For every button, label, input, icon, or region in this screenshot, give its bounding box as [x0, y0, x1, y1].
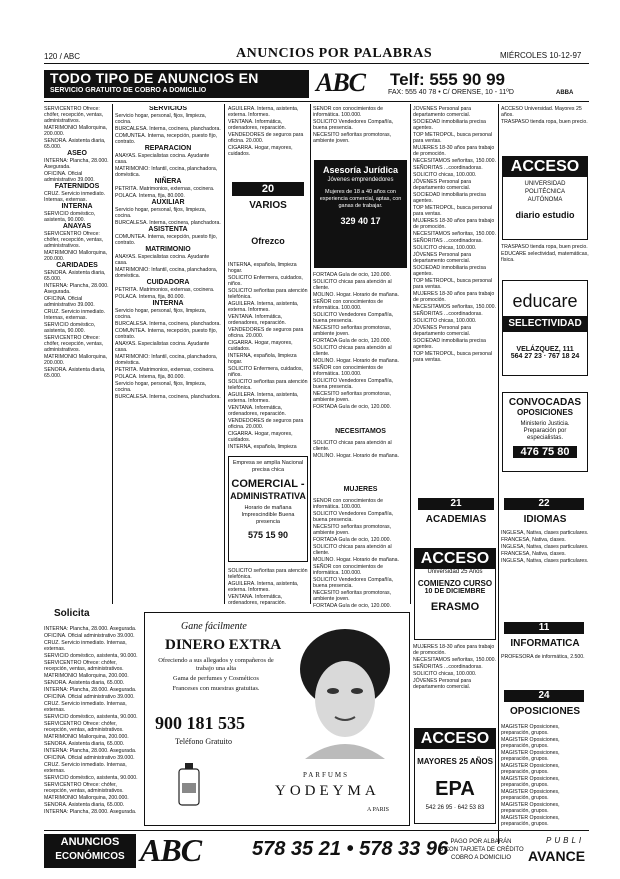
- col3-mid: [228, 262, 308, 450]
- col4-mid: [313, 272, 408, 422]
- list-item: OFICINA. Oficial administrativo 39.000.: [44, 171, 95, 183]
- list-item: SERVICIO doméstico, asistenta, 90.000.: [44, 775, 138, 781]
- list-item: INTERNA, española, limpieza hogar.: [228, 262, 297, 274]
- list-item: MAGISTER Oposiciones, preparación, grupos.: [501, 737, 560, 749]
- list-item: COMUNTEA. Interna, recepción, puesto fijo, contrato.: [115, 328, 218, 340]
- list-item: NECESITO señoritas promotoras, ambiente joven.: [313, 524, 392, 536]
- list-item: FORTADA Guía de ocio, 120.000.: [313, 603, 391, 608]
- section-heading: INTERNA: [152, 300, 184, 307]
- acceso-erasmo-title: ACCESO: [415, 549, 495, 569]
- list-item: POLACA. Interna, fija, 80.000.: [115, 294, 185, 300]
- list-item: PETRITA. Matrimonios, externas, cocinera.: [115, 367, 215, 373]
- list-item: SOCIEDAD inmobiliaria precisa agentes.: [413, 265, 486, 277]
- list-item: SERVICENTRO Ofrece: chófer, recepción, ventas, administrativos.: [44, 660, 124, 672]
- informatica-number: 11: [538, 622, 550, 633]
- list-item: AGUILERA. Interna, asistenta, externa. Informes.: [228, 581, 299, 593]
- list-item: SEÑOR con conocimientos de informática. 100.000.: [313, 365, 384, 377]
- list-item: SOLICITO Enfermera, cuidados, niños.: [228, 366, 303, 378]
- footer-right2: O CON TARJETA DE CRÉDITO: [438, 847, 524, 853]
- list-item: SOCIEDAD inmobiliaria precisa agentes.: [413, 119, 486, 131]
- educare-phone: 564 27 23 · 767 18 24: [510, 353, 580, 360]
- comercial-ad-line1: COMERCIAL -: [231, 478, 305, 490]
- list-item: SOLICITO chicas para atención al cliente.: [313, 279, 392, 291]
- comercial-ad-line4: Imprescindible Buena presencia: [241, 512, 295, 525]
- list-item: JÓVENES Personal para departamento comercial.: [413, 678, 471, 690]
- top-banner-line1: TODO TIPO DE ANUNCIOS EN: [50, 70, 259, 86]
- list-item: MOLINO. Hogar. Horario de mañana.: [313, 557, 399, 563]
- list-item: MUJERES 18-30 años para trabajo de promoción.: [413, 218, 495, 230]
- list-item: BURCALESA. Interna, cocinera, planchadora.: [115, 126, 221, 132]
- abc-logo: ABC: [316, 68, 366, 97]
- list-item: SOLICITO Enfermera, cuidados, niños.: [228, 275, 303, 287]
- page-number: 120 / ABC: [44, 52, 81, 61]
- list-item: CRUZ. Servicio inmediato. Internas, externas.: [44, 640, 127, 652]
- list-item: NECESITO señoritas promotoras, ambiente joven.: [313, 590, 392, 602]
- list-item: CRUZ. Servicio inmediato. Internas, externas.: [44, 191, 106, 203]
- list-item: SOLICITO Vendedores Compañía, buena presencia.: [313, 119, 394, 131]
- col4-top: [313, 106, 408, 158]
- perfume-phone: 900 181 535: [155, 713, 245, 733]
- list-item: COMUNTEA. Interna, recepción, puesto fijo, contrato.: [115, 234, 218, 246]
- topbanner-phone: Telf: 555 90 99: [390, 70, 505, 89]
- list-item: BURCALESA. Interna, cocinera, planchadora.: [115, 321, 221, 327]
- model-portrait-image: [285, 619, 405, 769]
- section-heading: MATRIMONIO: [145, 246, 191, 253]
- col2: [115, 106, 221, 601]
- list-item: ANAYAS. Especialistas cocina. Ayudante casa.: [115, 153, 210, 165]
- list-item: BURCALESA. Interna, cocinera, planchadora.: [115, 394, 221, 400]
- oposiciones-number: 24: [538, 690, 550, 701]
- list-item: SOCIEDAD inmobiliaria precisa agentes.: [413, 192, 486, 204]
- list-item: NECESITAMOS señoritas, 150.000.: [413, 657, 496, 663]
- list-item: JÓVENES Personal para departamento comercial.: [413, 325, 471, 337]
- list-item: ANAYAS. Especialistas cocina. Ayudante casa.: [115, 341, 210, 353]
- perfume-city: A PARIS: [367, 807, 389, 813]
- topbanner-fax: FAX: 555 40 78 • C/ ORENSE, 10 - 11ºD: [388, 89, 514, 96]
- list-item: Servicio hogar, personal, fijos, limpieza, cocina.: [115, 113, 207, 125]
- col4-bottom: [313, 498, 408, 608]
- list-item: SOLICITO Vendedores Compañía, buena presencia.: [313, 312, 394, 324]
- col3-bottom: [228, 568, 308, 608]
- footer-left1: ANUNCIOS: [60, 836, 120, 848]
- list-item: SEÑORITAS ...coordinadoras.: [413, 311, 483, 317]
- perfume-line5: Franceses con muestras gratuitas.: [172, 685, 260, 692]
- convocadas-phone: 476 75 80: [513, 446, 577, 458]
- list-item: VENDEDORES de seguros para oficina. 20.000.: [228, 418, 304, 430]
- list-item: SERVICIO doméstico, asistenta, 90.000.: [44, 322, 96, 334]
- varios-heading: VARIOS: [249, 200, 287, 211]
- list-item: MOLINO. Hogar. Horario de mañana.: [313, 358, 399, 364]
- list-item: SERVICENTRO Ofrece: chófer, recepción, ventas, administrativos.: [44, 106, 104, 124]
- list-item: CIGARRA. Hogar, mayores, cuidados.: [228, 145, 293, 157]
- list-item: POLACA. Interna, fija, 80.000.: [115, 374, 185, 380]
- list-item: INTERNA, española, limpieza hogar.: [228, 353, 297, 365]
- list-item: INGLESA, Nativa, clases particulares.: [501, 544, 589, 550]
- acceso-epa-brand: EPA: [435, 778, 475, 800]
- comercial-ad: [228, 456, 308, 562]
- acceso-erasmo-brand: ERASMO: [430, 601, 480, 613]
- perfume-line4: Gama de perfumes y Cosméticos: [173, 675, 259, 682]
- section-heading: AUXILIAR: [151, 199, 185, 206]
- list-item: MATRIMONIO: Infantil, cocina, planchadora, doméstica.: [115, 166, 218, 178]
- list-item: MATRIMONIO: Infantil, cocina, planchadora, doméstica.: [115, 267, 218, 279]
- col1-top: [44, 106, 110, 426]
- list-item: SEÑOR con conocimientos de informática. 100.000.: [313, 564, 384, 576]
- convocadas-oposiciones: OPOSICIONES: [516, 408, 573, 417]
- top-banner: [44, 70, 309, 98]
- acceso-erasmo-sub: Universidad 25 Años: [427, 569, 483, 575]
- banner-rule: [44, 101, 589, 102]
- perfume-phone-label: Teléfono Gratuito: [175, 737, 232, 746]
- list-item: FORTADA Guía de ocio, 120.000.: [313, 338, 391, 344]
- list-item: SOLICITO Vendedores Compañía, buena presencia.: [313, 577, 394, 589]
- list-item: SOLICITO Vendedores Compañía, buena presencia.: [313, 511, 394, 523]
- list-item: INGLESA, Nativa, clases particulares.: [501, 530, 589, 536]
- col3-top: [228, 106, 308, 176]
- asesoria-ad-title: Asesoría Jurídica: [322, 165, 399, 175]
- list-item: SOCIEDAD inmobiliaria precisa agentes.: [413, 338, 486, 350]
- list-item: SENORA. Asistenta diaria, 65.000.: [44, 680, 125, 686]
- list-item: FRANCESA, Nativa, clases.: [501, 537, 566, 543]
- col6-mid1: [501, 244, 589, 276]
- list-item: MAGISTER Oposiciones, preparación, grupos.: [501, 750, 560, 762]
- col6-oposiciones: [501, 724, 589, 832]
- list-item: SOLICITO chicas, 100.000.: [413, 172, 477, 178]
- idiomas-heading: IDIOMAS: [523, 514, 567, 525]
- list-item: MATRIMONIO Mallorquina, 200.000.: [44, 795, 129, 801]
- list-item: SOLICITO chicas, 100.000.: [413, 318, 477, 324]
- list-item: SOLICITO chicas, 100.000.: [413, 245, 477, 251]
- list-item: SOLICITO chicas, 100.000.: [413, 671, 477, 677]
- list-item: SENORA. Asistenta diaria, 65.000.: [44, 802, 125, 808]
- list-item: MATRIMONIO: Infantil, cocina, planchadora, doméstica.: [115, 354, 218, 366]
- section-heading: CARIDADES: [56, 262, 98, 269]
- list-item: AGUILERA. Interna, asistenta, externa. Informes.: [228, 392, 299, 404]
- list-item: MUJERES 18-30 años para trabajo de promoción.: [413, 145, 495, 157]
- academias-number: 21: [450, 498, 462, 509]
- footer-brand1: PUBLI: [546, 836, 585, 845]
- list-item: SENORA. Asistenta diaria, 65.000.: [44, 138, 106, 150]
- col6-idiomas: [501, 530, 589, 618]
- list-item: FORTADA Guía de ocio, 120.000.: [313, 537, 391, 543]
- asesoria-ad-sub: Jóvenes emprendedores: [327, 177, 394, 183]
- section-heading: INTERNA: [61, 203, 93, 210]
- list-item: NECESITO señoritas promotoras, ambiente joven.: [313, 325, 392, 337]
- solicita-heading: Solicita: [54, 608, 90, 619]
- list-item: MAGISTER Oposiciones, preparación, grupos.: [501, 789, 560, 801]
- varios-number-box: [232, 182, 304, 196]
- list-item: OFICINA. Oficial administrativo 39.000.: [44, 694, 135, 700]
- list-item: PETRITA. Matrimonios, externas, cocinera.: [115, 186, 215, 192]
- list-item: MATRIMONIO Mallorquina, 200.000.: [44, 673, 129, 679]
- list-item: INTERNA: Plancha, 28.000. Asegurada.: [44, 626, 137, 632]
- acceso-epa-title: ACCESO: [415, 729, 495, 749]
- section-heading: SERVICIOS: [149, 106, 187, 112]
- topbanner-brand: ABBA: [556, 90, 574, 96]
- footer-abc-logo: ABC: [140, 832, 202, 868]
- list-item: SOLICITO señoritas para atención telefónica.: [228, 568, 308, 580]
- list-item: SENORA. Asistenta diaria, 65.000.: [44, 741, 125, 747]
- educare-ad: [502, 280, 588, 376]
- list-item: FORTADA Guía de ocio, 120.000.: [313, 404, 391, 410]
- list-item: INTERNA: Plancha, 28.000. Asegurada.: [44, 158, 109, 170]
- oposiciones-number-box: [504, 690, 584, 702]
- list-item: SENORA. Asistenta diaria, 65.000.: [44, 270, 106, 282]
- list-item: POLACA. Interna, fija, 80.000.: [115, 193, 185, 199]
- list-item: INTERNA: Plancha, 28.000. Asegurada.: [44, 748, 137, 754]
- list-item: FRANCESA, Nativa, clases.: [501, 551, 566, 557]
- list-item: VENTANA. Informática, ordenadores, reparación.: [228, 405, 286, 417]
- list-item: BURCALESA. Interna, cocinera, planchadora.: [115, 220, 221, 226]
- list-item: TRASPASO tienda ropa, buen precio.: [501, 244, 588, 250]
- asesoria-ad-phone: 329 40 17: [340, 216, 381, 226]
- footer-left-box: [44, 834, 136, 868]
- list-item: PROFESORA de informática, 2.500.: [501, 654, 585, 660]
- list-item: SOLICITO chicas para atención al cliente.: [313, 440, 392, 452]
- list-item: NECESITAMOS señoritas, 150.000.: [413, 304, 496, 310]
- acceso-epa-ad: [414, 728, 496, 824]
- necesitamos-heading: NECESITAMOS: [335, 428, 386, 435]
- section-heading: REPARACION: [144, 145, 192, 152]
- list-item: PETRITA. Matrimonios, externas, cocinera.: [115, 287, 215, 293]
- list-item: SOLICITO señoritas para atención telefónica.: [228, 379, 308, 391]
- list-item: SEÑOR con conocimientos de informática. 100.000.: [313, 299, 384, 311]
- list-item: NECESITAMOS señoritas, 150.000.: [413, 231, 496, 237]
- list-item: AGUILERA. Interna, asistenta, externa. Informes.: [228, 106, 299, 118]
- asesoria-ad: [314, 160, 407, 268]
- comercial-ad-line3: Horario de mañana: [244, 505, 292, 511]
- list-item: SERVICENTRO Ofrece: chófer, recepción, ventas, administrativos.: [44, 782, 124, 794]
- list-item: TOP METROPOL, busca personal para ventas.: [413, 205, 493, 217]
- list-item: NECESITO señoritas promotoras, ambiente joven.: [313, 132, 392, 144]
- section-heading: NIÑERA: [154, 178, 182, 185]
- perfume-line2: DINERO EXTRA: [165, 637, 282, 653]
- list-item: MUJERES 18-30 años para trabajo de promoción.: [413, 644, 495, 656]
- acceso-epa-line: MAYORES 25 AÑOS: [417, 757, 493, 766]
- list-item: MAGISTER Oposiciones, preparación, grupos.: [501, 724, 560, 736]
- list-item: AGUILERA. Interna, asistenta, externa. Informes.: [228, 301, 299, 313]
- list-item: SERVICIO doméstico, asistenta, 90.000.: [44, 714, 138, 720]
- convocadas-ad: [502, 392, 588, 472]
- list-item: MATRIMONIO Mallorquina, 200.000.: [44, 354, 108, 366]
- convocadas-title: CONVOCADAS: [508, 397, 582, 408]
- page-date: MIÉRCOLES 10-12-97: [500, 51, 582, 60]
- list-item: SOLICITO Vendedores Compañía, buena presencia.: [313, 378, 394, 390]
- col6-informatica: [501, 654, 589, 678]
- list-item: SOLICITO chicas para atención al cliente.: [313, 345, 392, 357]
- list-item: Servicio hogar, personal, fijos, limpieza, cocina.: [115, 381, 207, 393]
- academias-number-box: [418, 498, 494, 510]
- list-item: INGLESA, Nativa, clases particulares.: [501, 558, 589, 564]
- list-item: MAGISTER Oposiciones, preparación, grupos.: [501, 776, 560, 788]
- convocadas-body: Ministerio Justicia. Preparación por especialistas.: [520, 421, 570, 441]
- list-item: COMUNTEA. Interna, recepción, puesto fijo, contrato.: [115, 133, 218, 145]
- list-item: JÓVENES Personal para departamento comercial.: [413, 106, 471, 118]
- list-item: SERVICENTRO Ofrece: chófer, recepción, ventas, administrativos.: [44, 335, 104, 353]
- section-heading: FATERNIDOS: [54, 183, 100, 190]
- header-rule: [44, 63, 589, 64]
- footer-rule: [44, 830, 589, 831]
- acceso-uni-ad: [502, 156, 588, 240]
- section-heading: ANAYAS: [62, 223, 92, 230]
- informatica-heading: INFORMATICA: [510, 638, 580, 649]
- informatica-number-box: [504, 622, 584, 634]
- list-item: SEÑORITAS ...coordinadoras.: [413, 664, 483, 670]
- list-item: VENTANA. Informática, ordenadores, reparación.: [228, 119, 286, 131]
- list-item: OFICINA. Oficial administrativo 39.000.: [44, 296, 95, 308]
- list-item: FORTADA Guía de ocio, 120.000.: [313, 272, 391, 278]
- list-item: VENDEDORES de seguros para oficina. 20.000.: [228, 327, 304, 339]
- col6-top: [501, 106, 589, 154]
- list-item: INTERNA: Plancha, 28.000. Asegurada.: [44, 687, 137, 693]
- list-item: ANAYAS. Especialistas cocina. Ayudante casa.: [115, 254, 210, 266]
- section-heading: ASEO: [67, 150, 87, 157]
- footer-phones: 578 35 21 • 578 33 96: [252, 838, 449, 860]
- list-item: Servicio hogar, personal, fijos, limpieza, cocina.: [115, 308, 207, 320]
- list-item: MATRIMONIO Mallorquina, 200.000.: [44, 125, 108, 137]
- list-item: INTERNA: Plancha, 28.000. Asegurada.: [44, 283, 109, 295]
- acceso-erasmo-line1: COMIENZO CURSO: [417, 579, 493, 588]
- list-item: MUJERES 18-30 años para trabajo de promoción.: [413, 291, 495, 303]
- list-item: TOP METROPOL, busca personal para ventas.: [413, 132, 493, 144]
- top-banner-line2: SERVICIO GRATUITO DE COBRO A DOMICILIO: [50, 87, 207, 94]
- list-item: SEÑOR con conocimientos de informática. 100.000.: [313, 498, 384, 510]
- acceso-uni-tag: diario estudio: [515, 210, 575, 220]
- list-item: SENORA. Asistenta diaria, 65.000.: [44, 367, 106, 379]
- perfume-ad: [144, 612, 410, 826]
- perfume-brand: YODEYMA: [275, 783, 380, 799]
- list-item: CIGARRA. Hogar, mayores, cuidados.: [228, 340, 293, 352]
- list-item: CRUZ. Servicio inmediato. Internas, externas.: [44, 701, 127, 713]
- col1-bottom: [44, 626, 140, 826]
- list-item: INTERNA: Plancha, 28.000. Asegurada.: [44, 809, 137, 815]
- list-item: JÓVENES Personal para departamento comercial.: [413, 252, 471, 264]
- list-item: SEÑORITAS ...coordinadoras.: [413, 165, 483, 171]
- list-item: OFICINA. Oficial administrativo 39.000.: [44, 633, 135, 639]
- list-item: CRUZ. Servicio inmediato. Internas, externas.: [44, 762, 127, 774]
- academias-heading: ACADEMIAS: [425, 514, 487, 525]
- perfume-line1: Gane fácilmente: [181, 621, 247, 632]
- list-item: TOP METROPOL, busca personal para ventas.: [413, 278, 493, 290]
- comercial-ad-phone: 575 15 90: [247, 530, 289, 540]
- list-item: TOP METROPOL, busca personal para ventas.: [413, 351, 493, 363]
- list-item: VENDEDORES de seguros para oficina. 20.000.: [228, 132, 304, 144]
- list-item: MAGISTER Oposiciones, preparación, grupos.: [501, 815, 560, 827]
- list-item: Servicio hogar, personal, fijos, limpieza, cocina.: [115, 207, 207, 219]
- list-item: SEÑOR con conocimientos de informática. 100.000.: [313, 106, 384, 118]
- list-item: MAGISTER Oposiciones, preparación, grupos.: [501, 802, 560, 814]
- acceso-uni-sub: UNIVERSIDAD POLITÉCNICA AUTÓNOMA: [524, 181, 566, 203]
- oposiciones-heading: OPOSICIONES: [509, 706, 580, 717]
- list-item: NECESITAMOS señoritas, 150.000.: [413, 158, 496, 164]
- perfume-line3: Ofreciendo a sus allegados y compañeros de trabajo una alta: [158, 657, 274, 672]
- footer-right-info: [436, 838, 526, 862]
- list-item: SERVICENTRO Ofrece: chófer, recepción, ventas, administrativos.: [44, 231, 104, 249]
- comercial-ad-top: Empresa se amplía Nacional precisa chica: [232, 460, 304, 473]
- section-heading: CUIDADORA: [146, 279, 190, 286]
- educare-selectividad: SELECTIVIDAD: [503, 316, 587, 332]
- list-item: TRASPASO tienda ropa, buen precio.: [501, 119, 588, 125]
- list-item: JÓVENES Personal para departamento comercial.: [413, 179, 471, 191]
- list-item: INTERNA, española, limpieza: [228, 444, 297, 450]
- mujeres-heading: MUJERES: [343, 486, 378, 493]
- col5-mid: [413, 644, 496, 704]
- list-item: SEÑORITAS ...coordinadoras.: [413, 238, 483, 244]
- section-heading: ASISTENTA: [148, 226, 188, 233]
- list-item: SERVICIO doméstico, asistenta, 90.000.: [44, 653, 138, 659]
- col4-low: [313, 440, 408, 480]
- acceso-epa-phone: 542 26 95 · 642 53 83: [425, 805, 485, 811]
- col5-top: [413, 106, 496, 546]
- list-item: SERVICENTRO Ofrece: chófer, recepción, ventas, administrativos.: [44, 721, 124, 733]
- list-item: SOLICITO chicas para atención al cliente.: [313, 544, 392, 556]
- list-item: EDUCARE selectividad, matemáticas, física.: [501, 251, 589, 263]
- list-item: NECESITO señoritas promotoras, ambiente joven.: [313, 391, 392, 403]
- educare-address: VELÁZQUEZ, 111: [516, 346, 574, 353]
- list-item: OFICINA. Oficial administrativo 39.000.: [44, 755, 135, 761]
- list-item: MAGISTER Oposiciones, preparación, grupos.: [501, 763, 560, 775]
- ofrezco-heading: Ofrezco: [251, 236, 285, 246]
- footer-left2: ECONÓMICOS: [55, 851, 125, 862]
- list-item: ACCESO Universidad. Mayores 25 años.: [501, 106, 582, 118]
- acceso-erasmo-ad: [414, 548, 496, 640]
- list-item: SERVICIO doméstico, asistenta, 90.000.: [44, 211, 96, 223]
- list-item: MOLINO. Hogar. Horario de mañana.: [313, 292, 399, 298]
- varios-number: 20: [261, 183, 275, 195]
- page-title: ANUNCIOS POR PALABRAS: [236, 46, 433, 61]
- list-item: MATRIMONIO Mallorquina, 200.000.: [44, 734, 129, 740]
- perfume-parfums: PARFUMS: [303, 771, 350, 779]
- comercial-ad-line2: ADMINISTRATIVA: [230, 491, 306, 501]
- asesoria-ad-body: Mujeres de 18 a 40 años con experiencia comercial, aptas, con ganas de trabajar.: [319, 189, 402, 209]
- footer-right3: COBRO A DOMICILIO: [450, 855, 511, 861]
- list-item: SOLICITO señoritas para atención telefónica.: [228, 288, 308, 300]
- list-item: MATRIMONIO Mallorquina, 200.000.: [44, 250, 108, 262]
- educare-logo: educare: [512, 291, 578, 311]
- list-item: MOLINO. Hogar. Horario de mañana.: [313, 453, 399, 459]
- acceso-erasmo-line2: 10 DE DICIEMBRE: [424, 588, 486, 595]
- list-item: CRUZ. Servicio inmediato. Internas, externas.: [44, 309, 106, 321]
- perfume-bottle-icon: [175, 763, 203, 807]
- footer-brand2: AVANCE: [528, 848, 586, 864]
- list-item: VENTANA. Informática, ordenadores, reparación.: [228, 594, 286, 606]
- acceso-uni-title: ACCESO: [503, 157, 587, 177]
- list-item: VENTANA. Informática, ordenadores, reparación.: [228, 314, 286, 326]
- list-item: CIGARRA. Hogar, mayores, cuidados.: [228, 431, 293, 443]
- idiomas-number: 22: [538, 498, 550, 509]
- footer-right1: PAGO POR ALBARÁN: [450, 839, 512, 845]
- idiomas-number-box: [504, 498, 584, 510]
